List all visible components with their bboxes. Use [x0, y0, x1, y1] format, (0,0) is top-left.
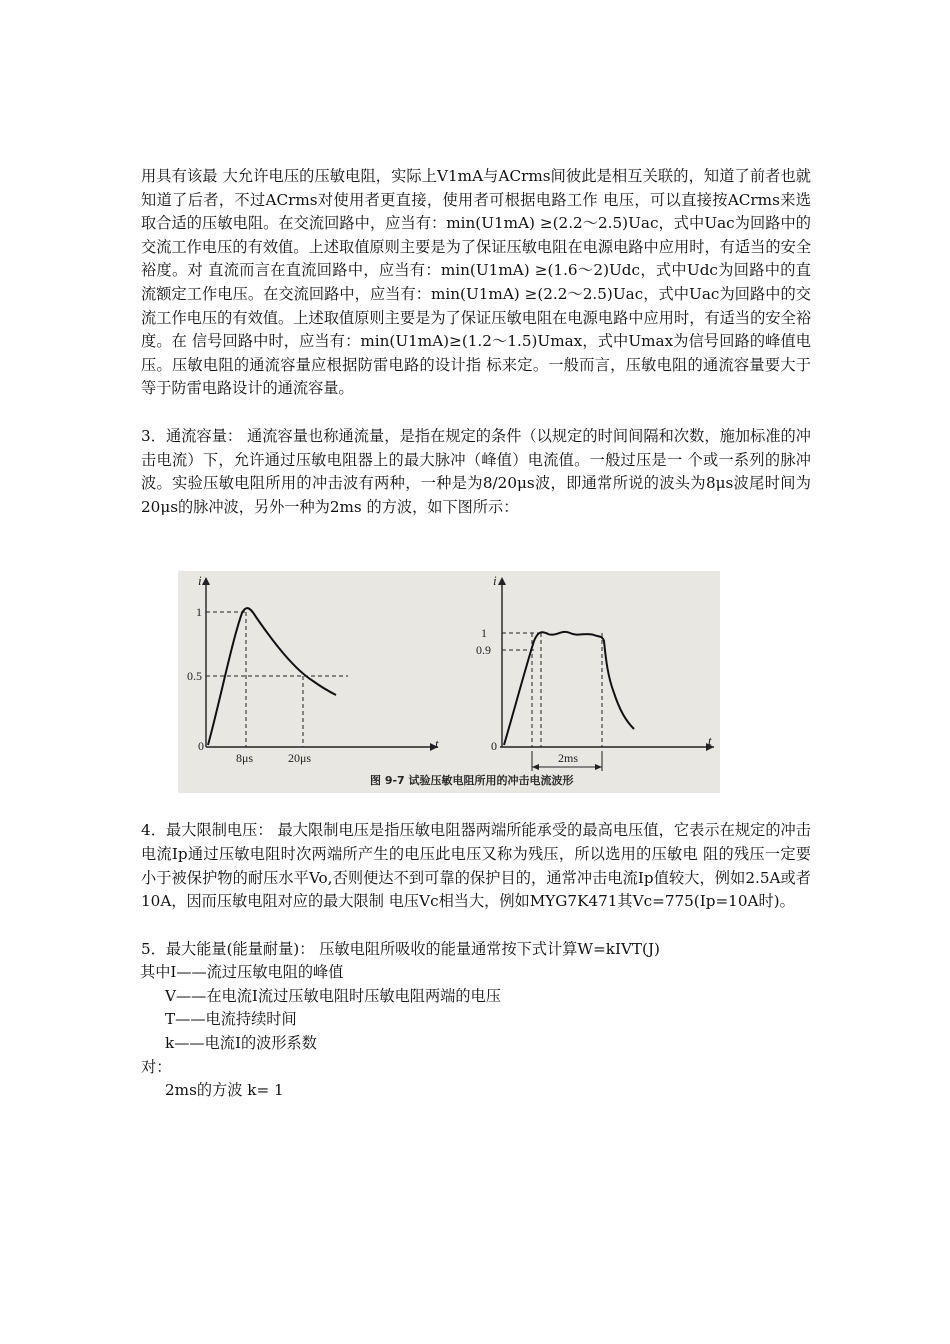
left-tick-05: 0.5	[187, 669, 202, 684]
left-y-arrow-icon	[202, 577, 210, 585]
document-page	[141, 165, 811, 1103]
right-waveform-plot	[476, 573, 714, 771]
dim-right-arrow-icon	[595, 764, 602, 770]
section4-paragraph: 4．最大限制电压： 最大限制电压是指压敏电阻器两端所能承受的最高电压值，它表示在规定的冲击电流Ip通过压敏电阻时次两端所产生的电压此电压又称为残压，所以选用的压敏电 阻的残压一定要小于被保护物的耐压水平Vo,否则便达不到可靠的保护目的，通常冲击电流Ip值较大，例如2.5A或者10A，因而压敏电阻对应的最大限制 电压Vc相当大，例如MYG7K471其Vc=775(Ip=10A时)。	[141, 821, 811, 911]
intro-paragraph: 用具有该最 大允许电压的压敏电阻，实际上V1mA与ACrms间彼此是相互关联的，知道了前者也就知道了后者，不过ACrms对使用者更直接，使用者可根据电路工作 电压，可以直接按ACrms来选取合适的压敏电阻。在交流回路中，应当有：min(U1mA) ≥(2.2～2.5)Uac，式中Uac为回路中的交流工作电压的有效值。上述取值原则主要是为了保证压敏电阻在电源电路中应用时，有适当的安全裕度。对 直流而言在直流回路中，应当有：min(U1mA) ≥(1.6～2)Udc，式中Udc为回路中的直流额定工作电压。在交流回路中，应当有：min(U1mA) ≥(2.2～2.5)Uac，式中Uac为回路中的交流工作电压的有效值。上述取值原则主要是为了保证压敏电阻在电源电路中应用时，有适当的安全裕度。在 信号回路中时，应当有：min(U1mA)≥(1.2～1.5)Umax，式中Umax为信号回路的峰值电压。压敏电阻的通流容量应根据防雷电路的设计指 标来定。一般而言，压敏电阻的通流容量要大于等于防雷电路设计的通流容量。	[141, 167, 811, 398]
def-line-3: T——电流持续时间	[165, 1010, 297, 1029]
left-waveform-curve	[208, 608, 336, 745]
right-tick-09: 0.9	[476, 643, 491, 658]
example-line: 2ms的方波 k= 1	[165, 1081, 284, 1100]
right-y-axis-label: i	[493, 573, 497, 589]
left-waveform-plot	[187, 573, 439, 765]
def-line-4: k——电流I的波形系数	[165, 1034, 317, 1053]
right-origin-label: 0	[491, 739, 497, 754]
right-duration-label: 2ms	[558, 751, 579, 766]
waveform-figure	[178, 571, 720, 793]
figure-caption: 图 9-7 试验压敏电阻所用的冲击电流波形	[370, 774, 574, 788]
left-x-axis-label: t	[435, 736, 439, 752]
figure-container	[141, 519, 811, 819]
left-tick-20us: 20μs	[288, 751, 312, 766]
section5-heading: 5．最大能量(能量耐量)： 压敏电阻所吸收的能量通常按下式计算W=kIVT(J)	[141, 939, 660, 958]
spacer	[141, 401, 811, 425]
spacer	[141, 914, 811, 938]
right-waveform-curve	[504, 632, 634, 745]
right-x-axis-label: t	[708, 733, 712, 749]
right-y-arrow-icon	[498, 577, 506, 585]
section3-paragraph: 3．通流容量： 通流容量也称通流量，是指在规定的条件（以规定的时间间隔和次数，施加标准的冲击电流）下，允许通过压敏电阻器上的最大脉冲（峰值）电流值。一般过压是一 个或一系列的脉冲波。实验压敏电阻所用的冲击波有两种，一种是为8/20μs波，即通常所说的波头为8μs波尾时间为20μs的脉冲波，另外一种为2ms 的方波，如下图所示：	[141, 426, 811, 516]
def-line-2: V——在电流I流过压敏电阻时压敏电阻两端的电压	[165, 986, 501, 1005]
left-origin-label: 0	[198, 739, 204, 754]
def-line-1: 其中I——流过压敏电阻的峰值	[140, 963, 344, 982]
left-y-axis-label: i	[198, 573, 202, 589]
left-tick-8us: 8μs	[236, 751, 254, 766]
dim-left-arrow-icon	[532, 764, 539, 770]
right-tick-1: 1	[481, 626, 487, 641]
pair-label: 对：	[141, 1057, 172, 1076]
left-tick-1: 1	[196, 605, 202, 620]
